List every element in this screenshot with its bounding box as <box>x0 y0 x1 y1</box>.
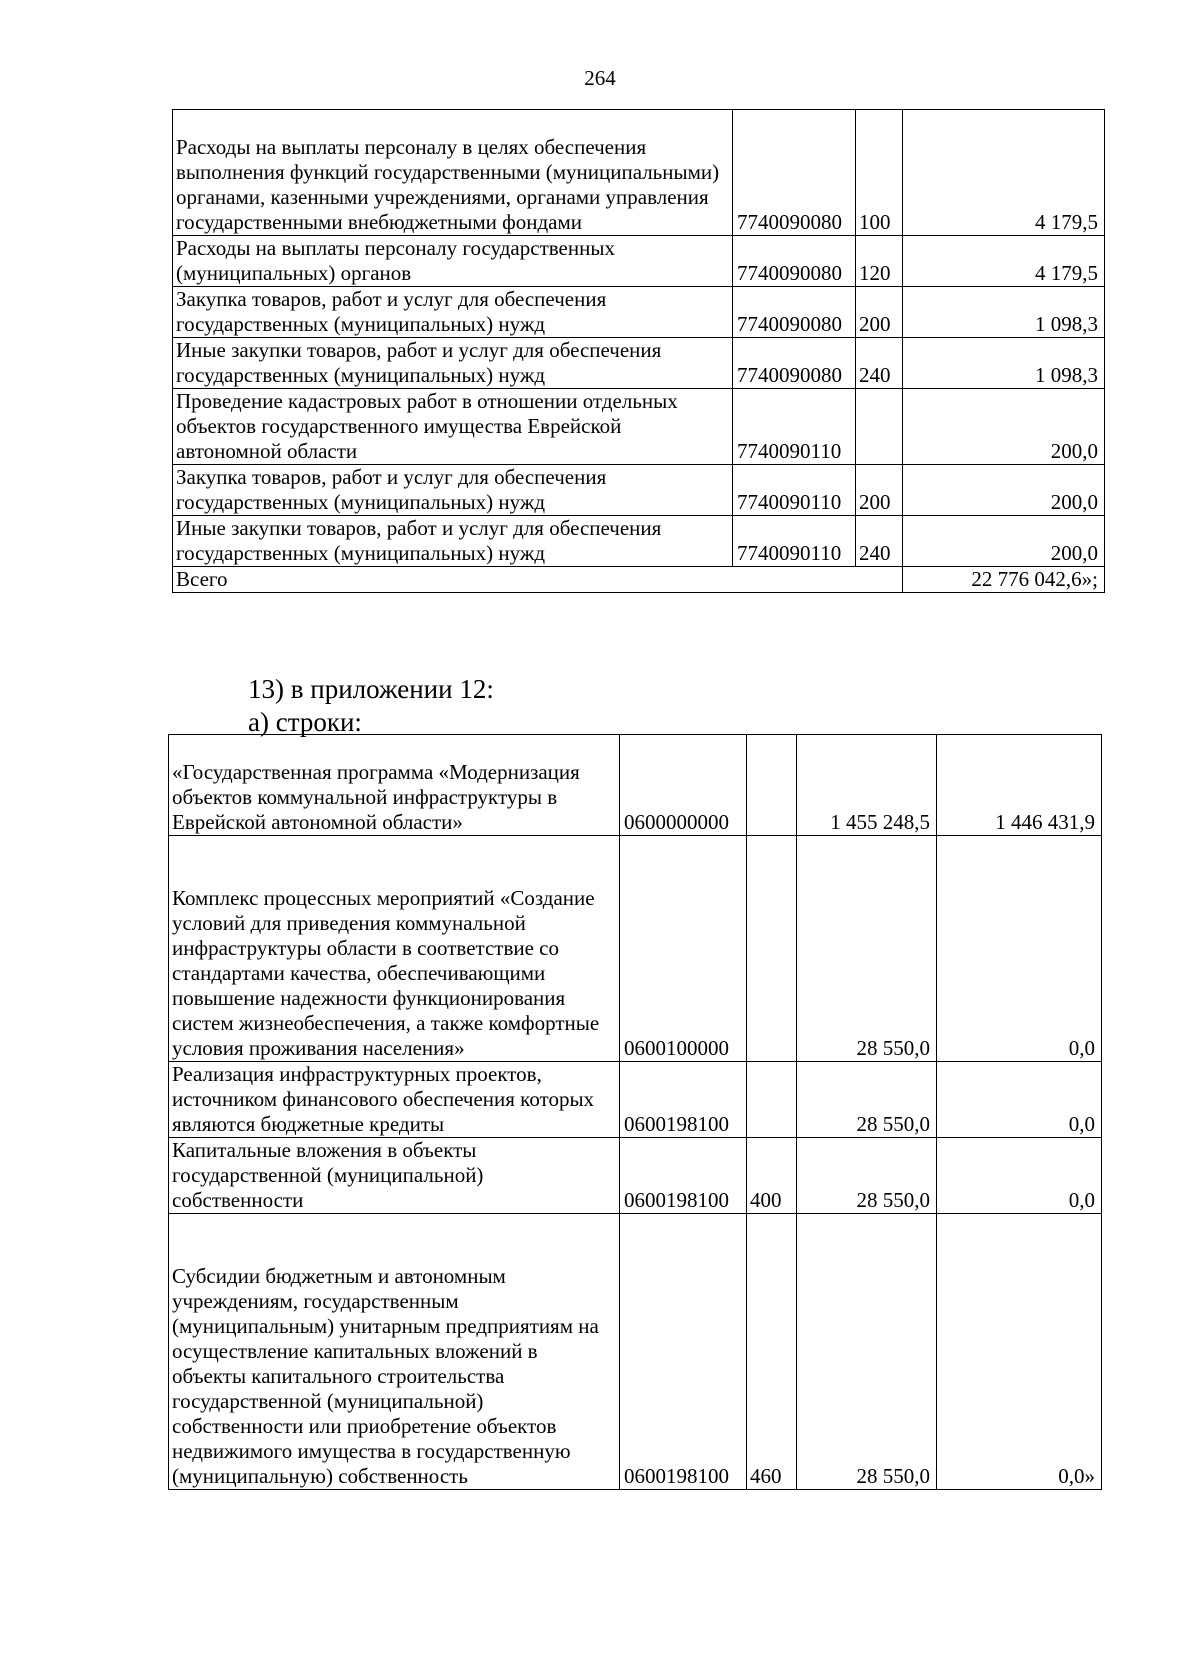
target-article-code: 0600198100 <box>620 1138 747 1214</box>
row-name: Комплекс процессных мероприятий «Создание условий для приведения коммунальной инфраструктуры области в соответствие со стандартами качества, обеспечивающими повышение надежности функционирования систем жизнеобеспечения, а также комфортные условия проживания населения» <box>169 836 620 1062</box>
page-number: 264 <box>584 66 616 90</box>
amount-year-1: 28 550,0 <box>797 1138 937 1214</box>
target-article-code: 7740090110 <box>733 389 856 465</box>
total-amount: 22 776 042,6»; <box>903 567 1105 593</box>
row-name: Проведение кадастровых работ в отношении отдельных объектов государственного имущества Еврейской автономной области <box>173 389 733 465</box>
subsection-heading: а) строки: <box>248 707 362 737</box>
expense-type-code <box>747 836 797 1062</box>
amount: 1 098,3 <box>903 338 1105 389</box>
amount: 4 179,5 <box>903 236 1105 287</box>
row-name: «Государственная программа «Модернизация объектов коммунальной инфраструктуры в Еврейской автономной области» <box>169 735 620 836</box>
table-row <box>169 1214 1102 1490</box>
expenditure-table-continued <box>172 109 1105 593</box>
amount: 1 098,3 <box>903 287 1105 338</box>
target-article-code: 7740090080 <box>733 338 856 389</box>
table-row <box>169 735 1102 836</box>
expense-type-code: 400 <box>747 1138 797 1214</box>
target-article-code: 0600198100 <box>620 1214 747 1490</box>
expense-type-code: 100 <box>856 110 903 236</box>
row-name: Закупка товаров, работ и услуг для обеспечения государственных (муниципальных) нужд <box>173 465 733 516</box>
table-row <box>173 338 1105 389</box>
target-article-code: 7740090080 <box>733 287 856 338</box>
amount-year-1: 1 455 248,5 <box>797 735 937 836</box>
table-row <box>169 1062 1102 1138</box>
amount-year-2: 0,0 <box>937 1062 1102 1138</box>
row-name: Расходы на выплаты персоналу в целях обеспечения выполнения функций государственными (муниципальными) органами, казенными учреждениями, органами управления государственными внебюджетными фондами <box>173 110 733 236</box>
amount-year-2: 0,0 <box>937 836 1102 1062</box>
row-name: Иные закупки товаров, работ и услуг для обеспечения государственных (муниципальных) нужд <box>173 338 733 389</box>
row-name: Закупка товаров, работ и услуг для обеспечения государственных (муниципальных) нужд <box>173 287 733 338</box>
total-label: Всего <box>173 567 903 593</box>
total-row <box>173 567 1105 593</box>
target-article-code: 0600100000 <box>620 836 747 1062</box>
target-article-code: 7740090110 <box>733 465 856 516</box>
expense-type-code: 200 <box>856 287 903 338</box>
expense-type-code: 240 <box>856 516 903 567</box>
section-heading: 13) в приложении 12: <box>248 674 494 704</box>
table-row <box>173 287 1105 338</box>
row-name: Субсидии бюджетным и автономным учреждениям, государственным (муниципальным) унитарным предприятиям на осуществление капитальных вложений в объекты капитального строительства государственной (муниципальной) собственности или приобретение объектов недвижимого имущества в государственную (муниципальную) собственность <box>169 1214 620 1490</box>
amount: 4 179,5 <box>903 110 1105 236</box>
table-row <box>173 110 1105 236</box>
table-row <box>173 389 1105 465</box>
expense-type-code <box>856 389 903 465</box>
amount-year-2: 0,0» <box>937 1214 1102 1490</box>
expense-type-code: 460 <box>747 1214 797 1490</box>
expense-type-code <box>747 735 797 836</box>
expense-type-code: 240 <box>856 338 903 389</box>
row-name: Реализация инфраструктурных проектов, источником финансового обеспечения которых являются бюджетные кредиты <box>169 1062 620 1138</box>
table-row <box>173 516 1105 567</box>
row-name: Капитальные вложения в объекты государственной (муниципальной) собственности <box>169 1138 620 1214</box>
amount-year-2: 1 446 431,9 <box>937 735 1102 836</box>
table-row <box>173 465 1105 516</box>
target-article-code: 7740090110 <box>733 516 856 567</box>
amount-year-1: 28 550,0 <box>797 1062 937 1138</box>
row-name: Расходы на выплаты персоналу государственных (муниципальных) органов <box>173 236 733 287</box>
table-row <box>173 236 1105 287</box>
table-row <box>169 836 1102 1062</box>
target-article-code: 0600198100 <box>620 1062 747 1138</box>
expense-type-code <box>747 1062 797 1138</box>
row-name: Иные закупки товаров, работ и услуг для обеспечения государственных (муниципальных) нужд <box>173 516 733 567</box>
amount-year-1: 28 550,0 <box>797 1214 937 1490</box>
expense-type-code: 200 <box>856 465 903 516</box>
amount: 200,0 <box>903 516 1105 567</box>
appendix-12-rows-table <box>168 734 1102 1490</box>
amount-year-2: 0,0 <box>937 1138 1102 1214</box>
amount-year-1: 28 550,0 <box>797 836 937 1062</box>
amount: 200,0 <box>903 465 1105 516</box>
target-article-code: 7740090080 <box>733 236 856 287</box>
target-article-code: 0600000000 <box>620 735 747 836</box>
amount: 200,0 <box>903 389 1105 465</box>
target-article-code: 7740090080 <box>733 110 856 236</box>
expense-type-code: 120 <box>856 236 903 287</box>
table-row <box>169 1138 1102 1214</box>
